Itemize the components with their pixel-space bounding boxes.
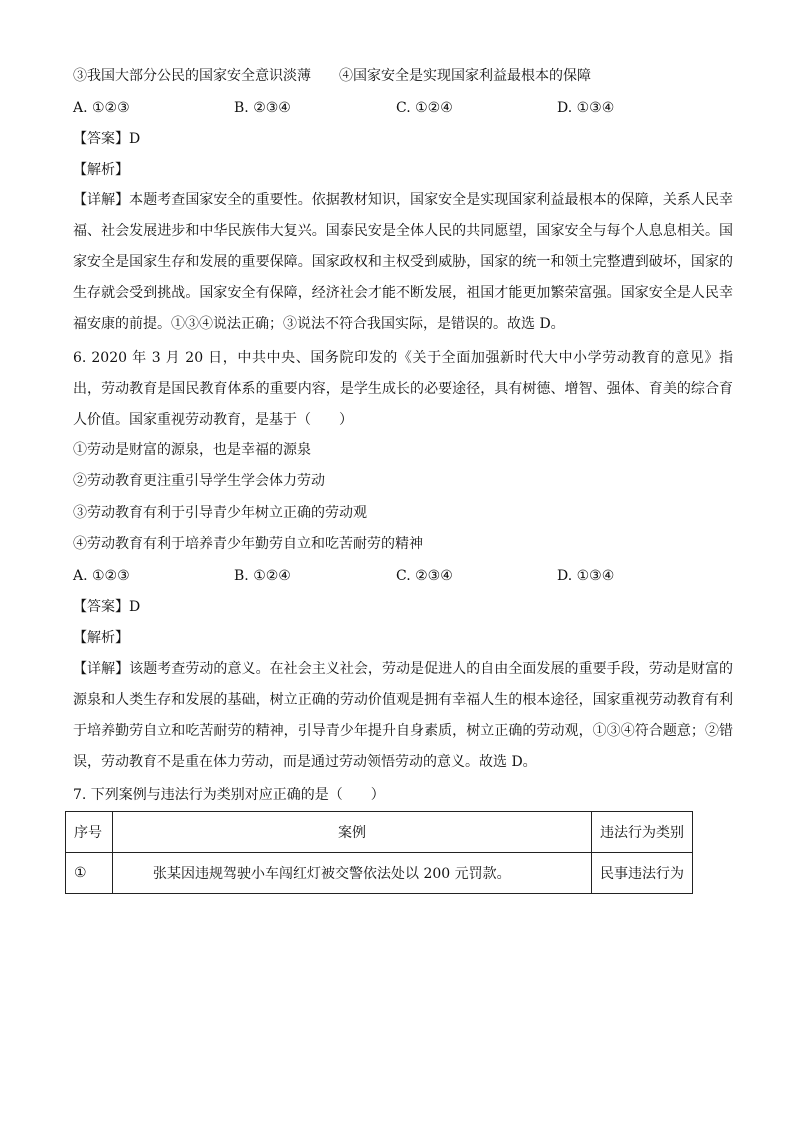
table-cell-category: 民事违法行为	[592, 853, 693, 894]
q7-table	[65, 811, 693, 894]
q6-choice-b: B. ①②④	[234, 568, 291, 584]
q6-choice-c: C. ②③④	[396, 568, 453, 584]
q5-choice-a: A. ①②③	[73, 100, 130, 116]
q6-stem: 6. 2020 年 3 月 20 日，中共中央、国务院印发的《关于全面加强新时代大中小学劳动教育的意见》指出，劳动教育是国民教育体系的重要内容，是学生成长的必要途径，具有树德、增智、强体、育美的综合育人价值。国家重视劳动教育，是基于（ ）	[73, 350, 733, 428]
q6-analysis-label: 【解析】	[73, 630, 129, 646]
q6-detail: 【详解】该题考查劳动的意义。在社会主义社会，劳动是促进人的自由全面发展的重要手段，劳动是财富的源泉和人类生存和发展的基础，树立正确的劳动价值观是拥有幸福人生的根本途径，国家重视劳动教育有利于培养勤劳自立和吃苦耐劳的精神，引导青少年提升自身素质，树立正确的劳动观，①③④符合题意；②错误，劳动教育不是重在体力劳动，而是通过劳动领悟劳动的意义。故选 D。	[73, 661, 733, 770]
table-header-case: 案例	[113, 812, 592, 853]
table-header-category: 违法行为类别	[592, 812, 693, 853]
q6-choice-d: D. ①③④	[557, 568, 615, 584]
q6-option-2: ②劳动教育更注重引导学生学会体力劳动	[73, 473, 325, 489]
q5-choice-b: B. ②③④	[234, 100, 291, 116]
table-row	[66, 853, 693, 894]
q5-analysis-label: 【解析】	[73, 162, 129, 178]
table-cell-index: ①	[66, 853, 113, 894]
q5-answer: 【答案】D	[73, 131, 141, 147]
q5-options-3-4: ③我国大部分公民的国家安全意识淡薄 ④国家安全是实现国家利益最根本的保障	[73, 68, 591, 84]
q6-answer: 【答案】D	[73, 599, 141, 615]
table-cell-case: 张某因违规驾驶小车闯红灯被交警依法处以 200 元罚款。	[113, 853, 592, 894]
q7-stem: 7. 下列案例与违法行为类别对应正确的是（ ）	[73, 787, 385, 803]
q6-option-1: ①劳动是财富的源泉，也是幸福的源泉	[73, 442, 311, 458]
q5-choice-c: C. ①②④	[396, 100, 453, 116]
q5-choice-d: D. ①③④	[557, 100, 615, 116]
q6-option-3: ③劳动教育有利于引导青少年树立正确的劳动观	[73, 505, 367, 521]
q5-detail: 【详解】本题考查国家安全的重要性。依据教材知识，国家安全是实现国家利益最根本的保障，关系人民幸福、社会发展进步和中华民族伟大复兴。国泰民安是全体人民的共同愿望，国家安全与每个人息息相关。国家安全是国家生存和发展的重要保障。国家政权和主权受到威胁，国家的统一和领土完整遭到破坏，国家的生存就会受到挑战。国家安全有保障，经济社会才能不断发展，祖国才能更加繁荣富强。国家安全是人民幸福安康的前提。①③④说法正确；③说法不符合我国实际，是错误的。故选 D。	[73, 192, 733, 332]
q6-choice-a: A. ①②③	[73, 568, 130, 584]
table-header-index: 序号	[66, 812, 113, 853]
q6-option-4: ④劳动教育有利于培养青少年勤劳自立和吃苦耐劳的精神	[73, 536, 423, 552]
table-header-row	[66, 812, 693, 853]
